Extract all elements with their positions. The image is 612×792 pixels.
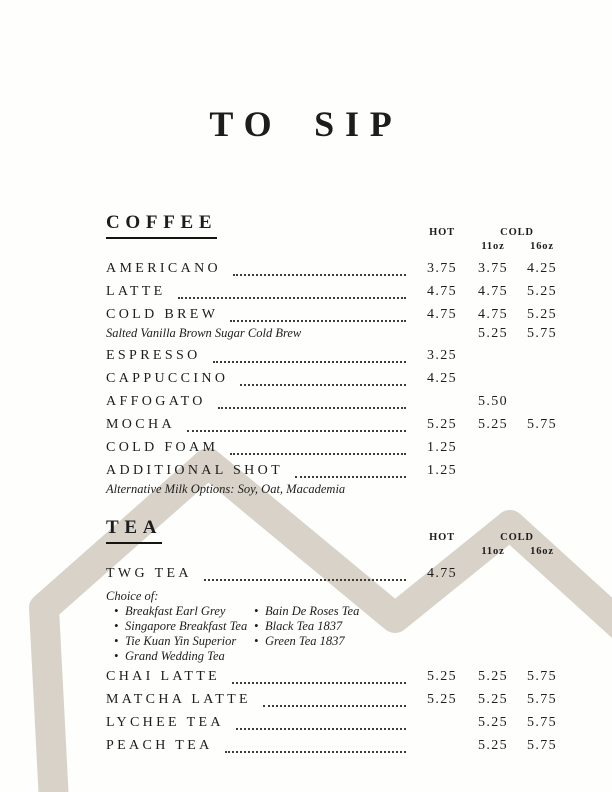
choice-item xyxy=(254,604,359,619)
price-hot: 1.25 xyxy=(426,463,458,478)
item-name: MATCHA LATTE xyxy=(106,692,251,707)
col-11oz-label: 11oz xyxy=(481,546,505,557)
choice-item-text: Breakfast Earl Grey xyxy=(125,604,226,618)
choice-item xyxy=(114,634,254,649)
item-name: LYCHEE TEA xyxy=(106,715,224,730)
dotted-leader xyxy=(240,384,406,386)
coffee-section-header xyxy=(106,211,566,252)
menu-item-row xyxy=(106,692,566,715)
col-hot-label: HOT xyxy=(429,227,455,238)
choice-item-text: Green Tea 1837 xyxy=(265,634,345,648)
choice-item xyxy=(254,619,359,634)
bullet-icon: • xyxy=(254,634,259,648)
choice-item xyxy=(254,634,359,649)
choice-column xyxy=(254,604,359,664)
item-name: TWG TEA xyxy=(106,566,192,581)
coffee-column-headers xyxy=(416,226,566,254)
menu-item-row xyxy=(106,715,566,738)
dotted-leader xyxy=(225,751,406,753)
item-name: COLD FOAM xyxy=(106,440,219,455)
choice-item-text: Grand Wedding Tea xyxy=(125,649,225,663)
col-spacer xyxy=(416,240,468,254)
bullet-icon: • xyxy=(114,619,119,633)
dotted-leader xyxy=(232,682,406,684)
choice-column xyxy=(114,604,254,664)
menu-item-row xyxy=(106,261,566,284)
dotted-leader xyxy=(204,579,406,581)
dotted-leader xyxy=(233,274,406,276)
price-hot: 5.25 xyxy=(426,669,458,684)
choice-item xyxy=(114,604,254,619)
col-cold-label: COLD xyxy=(500,532,534,543)
price-cold-11oz: 5.25 xyxy=(477,417,509,432)
price-hot: 4.75 xyxy=(426,566,458,581)
price-cold-11oz: 5.25 xyxy=(477,692,509,707)
page-title: TO SIP xyxy=(209,104,403,144)
item-name: AFFOGATO xyxy=(106,394,206,409)
price-cold-16oz: 5.75 xyxy=(526,669,558,684)
item-name: ADDITIONAL SHOT xyxy=(106,463,284,478)
dotted-leader xyxy=(236,728,406,730)
choice-item-text: Singapore Breakfast Tea xyxy=(125,619,248,633)
dotted-leader xyxy=(230,453,406,455)
price-cold-11oz: 3.75 xyxy=(477,261,509,276)
price-cold-16oz: 5.25 xyxy=(526,307,558,322)
price-cold-16oz: 5.75 xyxy=(526,715,558,730)
coffee-menu-items xyxy=(106,261,566,498)
dotted-leader xyxy=(218,407,406,409)
menu-item-row xyxy=(106,566,566,589)
item-name: MOCHA xyxy=(106,417,175,432)
bullet-icon: • xyxy=(114,604,119,618)
price-cold-11oz: 4.75 xyxy=(477,284,509,299)
choice-item xyxy=(114,649,254,664)
item-name: ESPRESSO xyxy=(106,348,201,363)
price-cold-11oz: 5.25 xyxy=(477,715,509,730)
price-cold-16oz: 5.75 xyxy=(526,692,558,707)
choice-item-text: Bain De Roses Tea xyxy=(265,604,360,618)
tea-menu-items xyxy=(106,566,566,761)
col-hot-label: HOT xyxy=(429,532,455,543)
price-cold-11oz: 5.50 xyxy=(477,394,509,409)
menu-item-row xyxy=(106,284,566,307)
dotted-leader xyxy=(213,361,406,363)
tea-column-headers xyxy=(416,531,566,559)
col-16oz-label: 16oz xyxy=(530,241,554,252)
menu-subitem-row xyxy=(106,326,566,342)
item-name: LATTE xyxy=(106,284,166,299)
price-cold-11oz: 5.25 xyxy=(477,669,509,684)
price-hot: 3.25 xyxy=(426,348,458,363)
price-cold-16oz: 5.75 xyxy=(526,417,558,432)
price-hot: 4.75 xyxy=(426,307,458,322)
col-cold-label: COLD xyxy=(500,227,534,238)
price-hot: 3.75 xyxy=(426,261,458,276)
coffee-heading: COFFEE xyxy=(106,213,217,239)
price-cold-16oz: 5.75 xyxy=(526,326,558,341)
menu-item-row xyxy=(106,394,566,417)
col-11oz-label: 11oz xyxy=(481,241,505,252)
section-coffee xyxy=(106,211,566,498)
choice-item xyxy=(114,619,254,634)
choice-item-text: Tie Kuan Yin Superior xyxy=(125,634,237,648)
menu-item-row xyxy=(106,669,566,692)
price-cold-16oz: 5.75 xyxy=(526,738,558,753)
choice-block xyxy=(106,589,566,664)
item-name: AMERICANO xyxy=(106,261,222,276)
price-hot: 5.25 xyxy=(426,417,458,432)
bullet-icon: • xyxy=(254,604,259,618)
price-hot: 4.25 xyxy=(426,371,458,386)
col-16oz-label: 16oz xyxy=(530,546,554,557)
section-tea xyxy=(106,516,566,761)
tea-section-header xyxy=(106,516,566,557)
col-spacer xyxy=(416,545,468,559)
menu-item-row xyxy=(106,371,566,394)
dotted-leader xyxy=(178,297,406,299)
item-name: COLD BREW xyxy=(106,307,219,322)
price-cold-11oz: 5.25 xyxy=(477,738,509,753)
bullet-icon: • xyxy=(254,619,259,633)
item-name: CHAI LATTE xyxy=(106,669,221,684)
dotted-leader xyxy=(295,476,406,478)
choice-label: Choice of: xyxy=(106,589,159,603)
dotted-leader xyxy=(263,705,406,707)
bullet-icon: • xyxy=(114,634,119,648)
subitem-text: Salted Vanilla Brown Sugar Cold Brew xyxy=(106,326,302,340)
price-cold-16oz: 5.25 xyxy=(526,284,558,299)
section-footnote: Alternative Milk Options: Soy, Oat, Macademia xyxy=(106,482,346,496)
item-name: PEACH TEA xyxy=(106,738,213,753)
bullet-icon: • xyxy=(114,649,119,663)
price-cold-11oz: 4.75 xyxy=(477,307,509,322)
item-name: CAPPUCCINO xyxy=(106,371,229,386)
price-cold-16oz: 4.25 xyxy=(526,261,558,276)
menu-item-row xyxy=(106,348,566,371)
menu-item-row xyxy=(106,440,566,463)
choice-columns xyxy=(106,604,566,664)
tea-heading: TEA xyxy=(106,518,162,544)
price-hot: 5.25 xyxy=(426,692,458,707)
price-hot: 1.25 xyxy=(426,440,458,455)
menu-item-row xyxy=(106,417,566,440)
choice-item-text: Black Tea 1837 xyxy=(265,619,343,633)
price-hot: 4.75 xyxy=(426,284,458,299)
price-cold-11oz: 5.25 xyxy=(477,326,509,341)
dotted-leader xyxy=(187,430,406,432)
menu-item-row xyxy=(106,738,566,761)
dotted-leader xyxy=(230,320,406,322)
